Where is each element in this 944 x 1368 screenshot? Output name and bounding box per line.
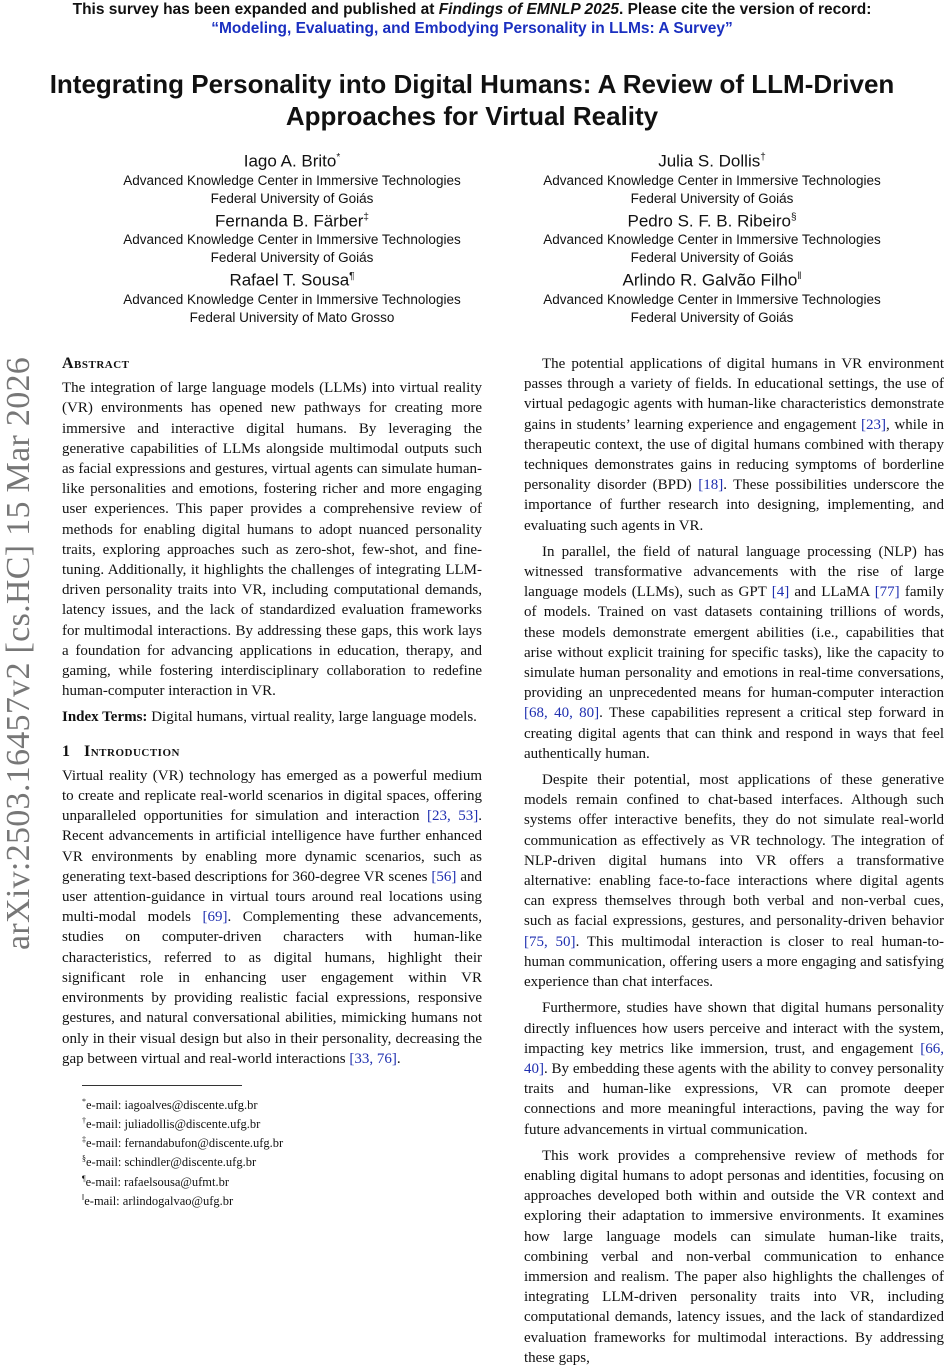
author-name: Iago A. Brito* xyxy=(243,151,341,171)
citation-link[interactable]: [68, 40, 80] xyxy=(524,705,600,722)
citation-link[interactable]: [66, 40] xyxy=(524,1040,944,1077)
author-university: Federal University of Goiás xyxy=(210,190,374,206)
body-paragraph: In parallel, the field of natural language processing (NLP) has witnessed transformative advancements with the rise of large language models (LLMs), such as GPT [4] and LLaMA [77] family of models. Trained on vast datasets containing trillions of words, these models demonstrate emergent abilities (i.e., capabilities that arise without explicit training for specific tasks), like the capacity to simulate human personality and emotions in real-time conversations, providing an unprecedented means for human-computer interaction [68, 40, 80]. These capabilities represent a critical step forward in creating digital agents that can think and respond in ways that feel authentically human. xyxy=(524,543,944,762)
author-block-left xyxy=(92,148,492,327)
right-column xyxy=(524,354,944,1368)
author-affiliation: Advanced Knowledge Center in Immersive Technologies xyxy=(123,291,461,307)
citation-link[interactable]: [23] xyxy=(861,416,886,433)
author-name: Pedro S. F. B. Ribeiro§ xyxy=(627,211,797,231)
body-paragraph: The potential applications of digital humans in VR environment passes through a variety of fields. In educational settings, the use of virtual pedagogic agents with human-like characteristics demonstrate gains in students’ learning experience and engagement [23], while in therapeutic context, the use of digital humans combined with therapy techniques demonstrates gains in reducing symptoms of borderline personality disorder (BPD) [18]. These possibilities underscore the importance of further research into designing, implementing, and evaluating such agents in VR. xyxy=(524,356,944,534)
footnote: ‡e-mail: fernandabufon@discente.ufg.br xyxy=(82,1135,284,1151)
author-affiliation: Advanced Knowledge Center in Immersive Technologies xyxy=(543,172,881,188)
arxiv-id: arXiv:2503.16457v2 [cs.HC] 15 Mar 2026 xyxy=(0,356,37,950)
author-affiliation: Advanced Knowledge Center in Immersive Technologies xyxy=(123,232,461,248)
footnote-divider xyxy=(82,1085,242,1086)
footnote: †e-mail: juliadollis@discente.ufg.br xyxy=(82,1116,261,1132)
banner-line-1: This survey has been expanded and published at Findings of EMNLP 2025. Please cite the version of record: xyxy=(72,1,872,18)
citation-link[interactable]: [33, 76] xyxy=(349,1050,397,1067)
author-university: Federal University of Goiás xyxy=(210,250,374,266)
footnote: §e-mail: schindler@discente.ufg.br xyxy=(82,1154,257,1170)
body-paragraph: Despite their potential, most applications of these generative models remain confined to chat-based interfaces. Although such systems offer interactive benefits, they do not simulate real-world communication as effectively as VR technology. The integration of NLP-driven digital humans into VR offers a transformative alternative: enabling face-to-face interactions where digital agents can express themselves through both verbal and non-verbal cues, such as facial expressions, gestures, and personality-driven behavior [75, 50]. This multimodal interaction is closer to real human-to-human communication, offering users a more engaging and satisfying experience than chat interfaces. xyxy=(524,772,944,991)
citation-link[interactable]: [77] xyxy=(874,584,900,601)
citation-link[interactable]: [69] xyxy=(202,909,228,926)
author-university: Federal University of Goiás xyxy=(630,250,794,266)
body-paragraph: This work provides a comprehensive review of methods for enabling digital humans to adopt personas and identities, focusing on approaches developed both within and outside the VR context and exploring their adaptation to immersive environments. It examines how large language models can simulate human-like traits, combining verbal and non-verbal communication to enhance immersion and realism. The paper also highlights the challenges of integrating LLM-driven personality traits into VR, including computational demands, latency issues, and the lack of standardized evaluation frameworks for multimodal interactions. By addressing these gaps, xyxy=(524,1147,944,1366)
author-affiliation: Advanced Knowledge Center in Immersive Technologies xyxy=(543,232,881,248)
citation-link[interactable]: [56] xyxy=(431,868,457,885)
publication-banner xyxy=(0,0,944,38)
abstract-text: The integration of large language models (LLMs) into virtual reality (VR) environments has opened new pathways for creating more immersive and interactive digital humans. By leveraging the generative capabilities of LLMs alongside multimodal outputs such as facial expressions and gestures, virtual agents can simulate human-like personalities and emotions, fostering richer and more engaging user experiences. This paper provides a comprehensive review of methods for enabling digital humans to adopt nuanced personality traits, exploring approaches such as zero-shot, few-shot, and fine-tuning. Additionally, it highlights the challenges of integrating LLM-driven personality traits into VR, including computational demands, latency issues, and the lack of standardized evaluation frameworks for multimodal interactions. By addressing these gaps, this work lays a foundation for advancing applications in education, therapy, and gaming, while fostering interdisciplinary collaboration to redefine human-computer interaction in VR. xyxy=(62,380,482,700)
index-terms: Index Terms: Digital humans, virtual reality, large language models. xyxy=(62,709,477,726)
abstract-heading: Abstract xyxy=(62,355,130,372)
citation-link[interactable]: [23, 53] xyxy=(426,808,479,825)
footnote: *e-mail: iagoalves@discente.ufg.br xyxy=(82,1096,258,1113)
citation-link[interactable]: [75, 50] xyxy=(524,933,576,950)
author-name: Fernanda B. Färber‡ xyxy=(215,211,369,231)
author-affiliation: Advanced Knowledge Center in Immersive Technologies xyxy=(543,291,881,307)
author-name: Arlindo R. Galvão Filho‖ xyxy=(622,270,802,290)
author-university: Federal University of Mato Grosso xyxy=(189,309,395,325)
author-university: Federal University of Goiás xyxy=(630,309,794,325)
footnote: ‖e-mail: arlindogalvao@ufg.br xyxy=(82,1192,234,1208)
paper-title: Integrating Personality into Digital Humans: A Review of LLM-Driven Approaches for Virtual Reality xyxy=(49,69,895,131)
intro-heading: 1 Introduction xyxy=(62,742,180,760)
banner-line-2-link[interactable]: “Modeling, Evaluating, and Embodying Personality in LLMs: A Survey” xyxy=(211,20,733,37)
intro-paragraph: Virtual reality (VR) technology has emerged as a powerful medium to create and replicate real-world scenarios in digital spaces, offering unparalleled opportunities for simulation and interaction [23, 53]. Recent advancements in artificial intelligence have further enhanced VR environments by enabling more dynamic scenarios, such as generating text-based descriptions for 360-degree VR scenes [56] and user attention-guidance in virtual tours around real locations using multi-modal models [69]. Complementing these advancements, studies on computer-driven characters with human-like characteristics, referred to as digital humans, highlight their significant role in enhancing user engagement within VR environments by providing realistic facial expressions, responsive gestures, and natural conversational abilities, mimicking humans not only in their visual design but also in their personality, decreasing the gap between virtual and real-world interactions [33, 76]. xyxy=(62,767,482,1067)
author-name: Julia S. Dollis† xyxy=(658,151,766,171)
footnote: ¶e-mail: rafaelsousa@ufmt.br xyxy=(82,1173,230,1189)
author-university: Federal University of Goiás xyxy=(630,190,794,206)
citation-link[interactable]: [4] xyxy=(771,584,790,601)
author-name: Rafael T. Sousa¶ xyxy=(229,270,355,290)
left-column xyxy=(62,354,482,1209)
author-block-right xyxy=(512,148,912,327)
banner-venue: Findings of EMNLP 2025 xyxy=(438,1,619,18)
author-affiliation: Advanced Knowledge Center in Immersive Technologies xyxy=(123,172,461,188)
citation-link[interactable]: [18] xyxy=(698,477,724,494)
body-paragraph: Furthermore, studies have shown that digital humans personality directly influences how users perceive and interact with the system, impacting key metrics like immersion, trust, and engagement [66, 40]. By embedding these agents with the ability to convey personality traits and human-like expressions, VR can promote deeper connections and more meaningful interactions, paving the way for future advancements in virtual communication. xyxy=(524,1000,944,1138)
arxiv-stamp xyxy=(0,320,40,1270)
